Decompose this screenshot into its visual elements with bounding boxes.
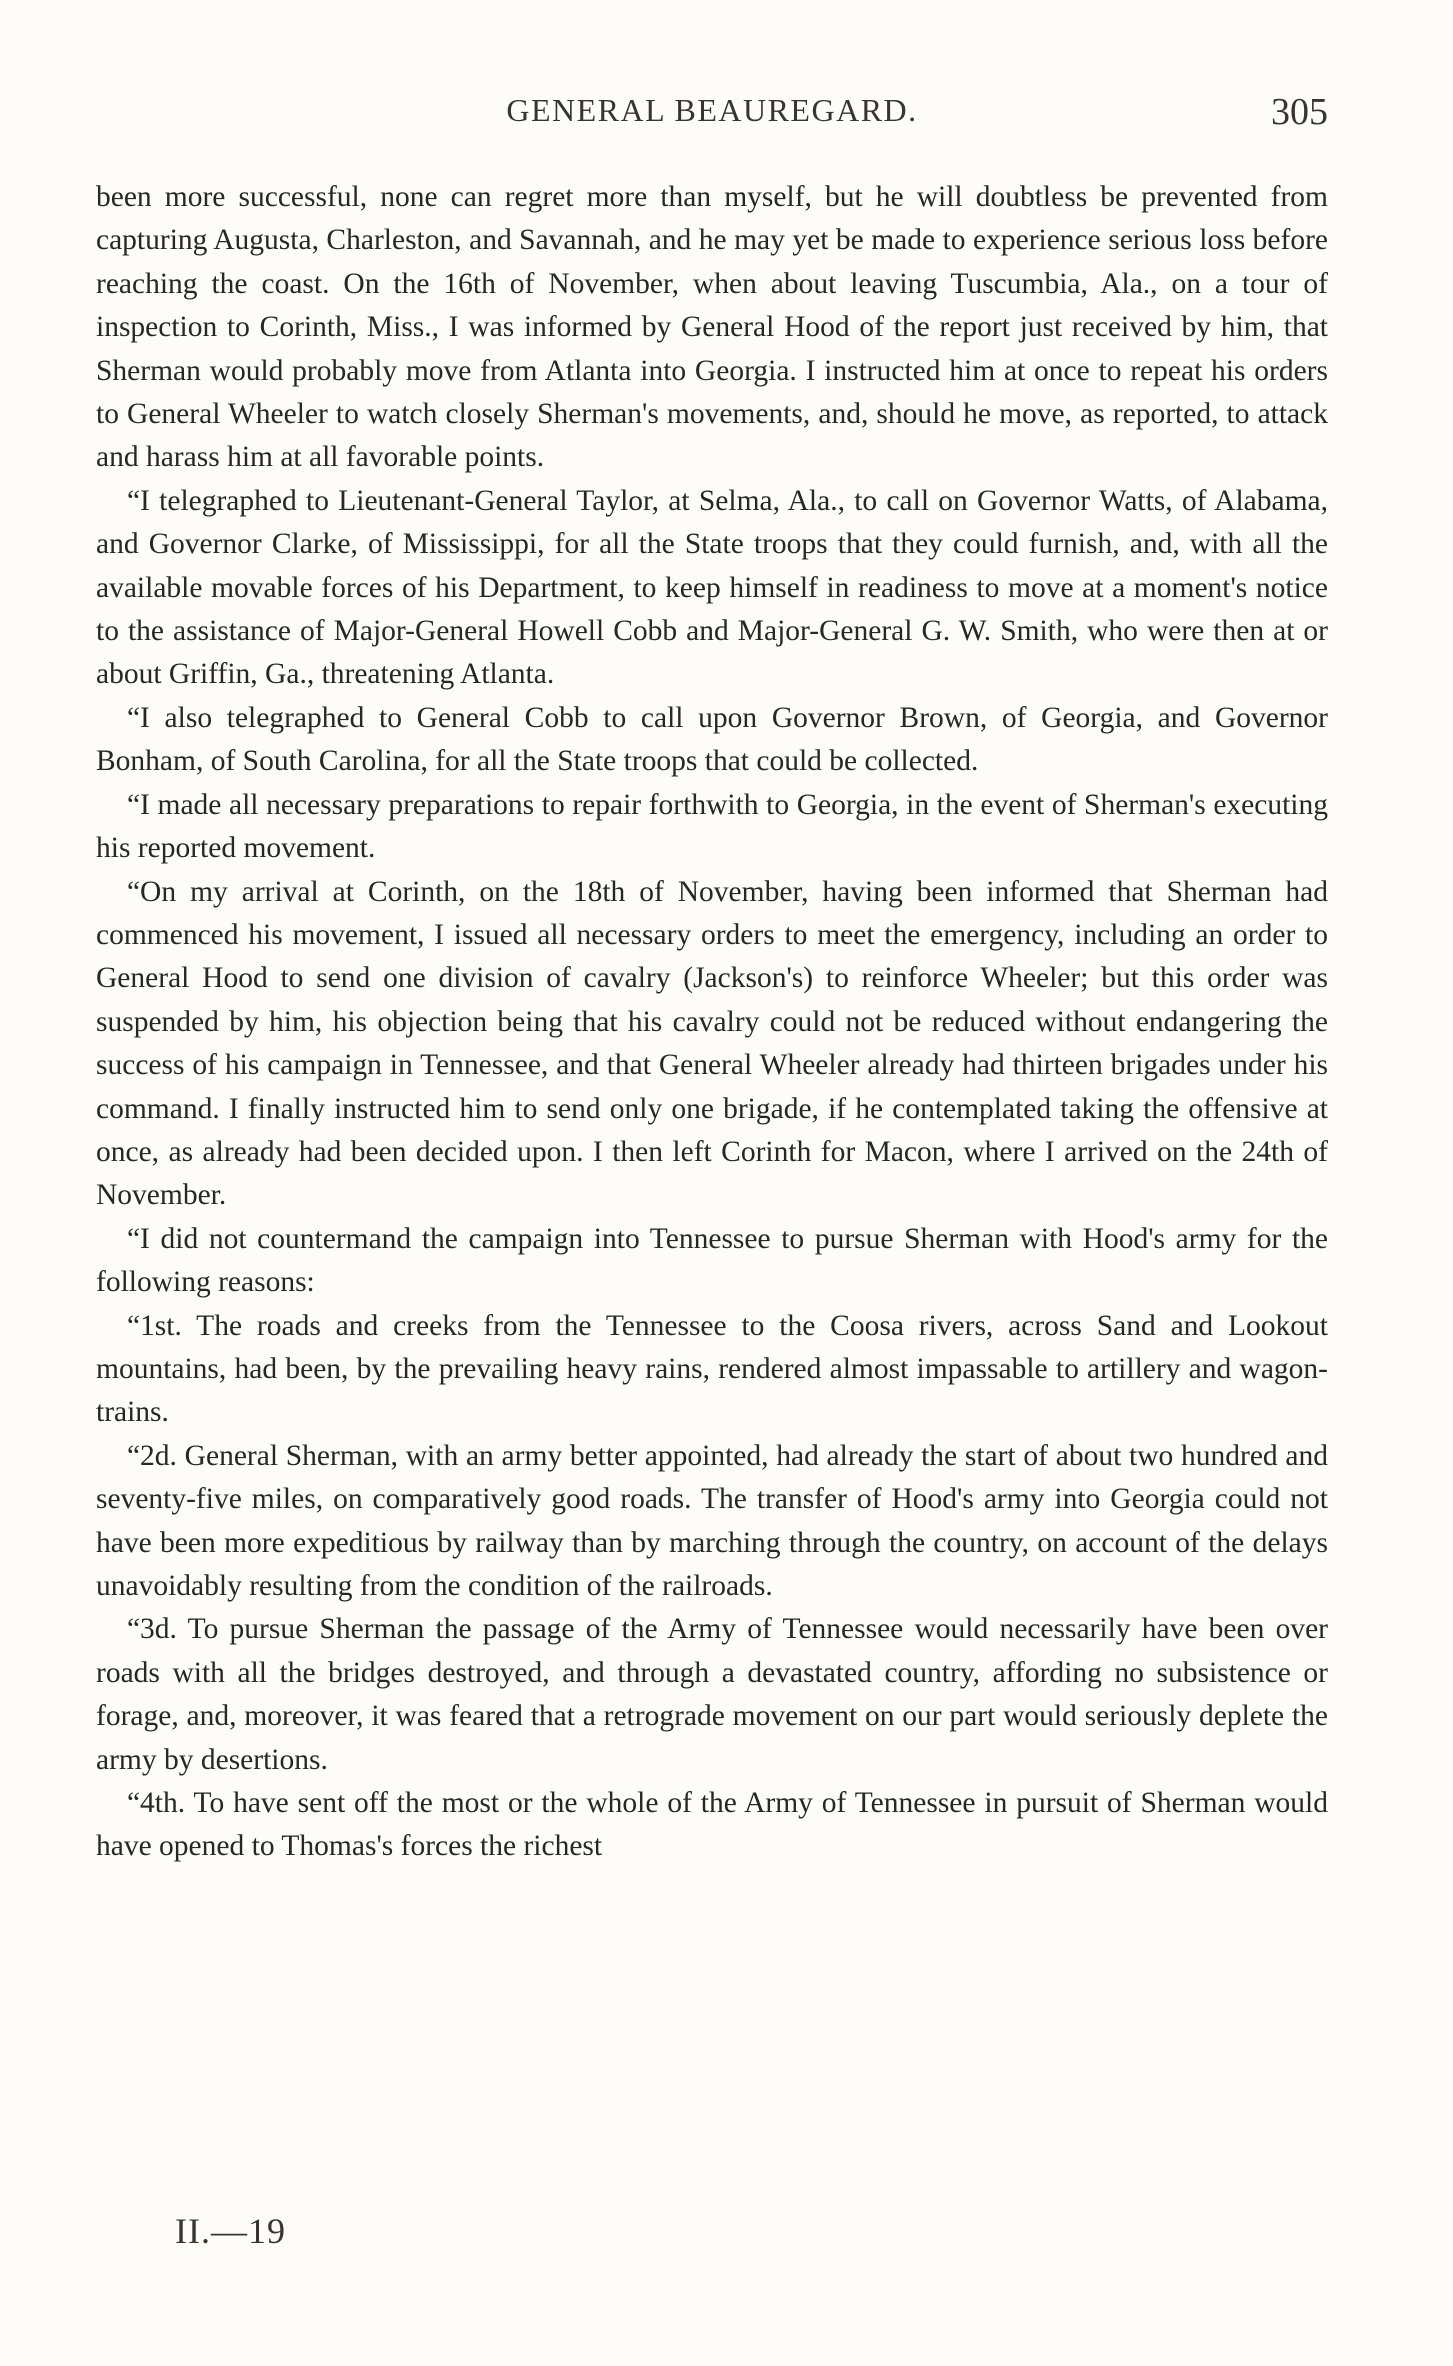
paragraph: “I also telegraphed to General Cobb to call upon Governor Brown, of Georgia, and Governor Bonham, of South Carolina, for all the State troops that could be collected. — [96, 701, 1328, 778]
body-text — [96, 176, 1328, 1869]
signature-mark: II.—19 — [175, 2211, 286, 2251]
paragraph: “I did not countermand the campaign into Tennessee to pursue Sherman with Hood's army for the following reasons: — [96, 1222, 1328, 1299]
paragraph: “1st. The roads and creeks from the Tennessee to the Coosa rivers, across Sand and Lookout mountains, had been, by the prevailing heavy rains, rendered almost impassable to artillery and wagon-trains. — [96, 1309, 1328, 1429]
page-number: 305 — [1271, 91, 1328, 133]
paragraph: “On my arrival at Corinth, on the 18th of November, having been informed that Sherman had commenced his movement, I issued all necessary orders to meet the emergency, including an order to General Hood to send one division of cavalry (Jackson's) to reinforce Wheeler; but this order was suspended by him, his objection being that his cavalry could not be reduced without endangering the success of his campaign in Tennessee, and that General Wheeler already had thirteen brigades under his command. I finally instructed him to send only one brigade, if he contemplated taking the offensive at once, as already had been decided upon. I then left Corinth for Macon, where I arrived on the 24th of November. — [96, 875, 1328, 1212]
paragraph: “I telegraphed to Lieutenant-General Taylor, at Selma, Ala., to call on Governor Watts, of Alabama, and Governor Clarke, of Mississippi, for all the State troops that they could furnish, and, with all the available movable forces of his Department, to keep himself in readiness to move at a moment's notice to the assistance of Major-General Howell Cobb and Major-General G. W. Smith, who were then at or about Griffin, Ga., threatening Atlanta. — [96, 484, 1328, 691]
running-title: GENERAL BEAUREGARD. — [506, 92, 918, 128]
paragraph: “I made all necessary preparations to repair forthwith to Georgia, in the event of Sherman's executing his reported movement. — [96, 788, 1328, 865]
paragraph: “3d. To pursue Sherman the passage of the Army of Tennessee would necessarily have been over roads with all the bridges destroyed, and through a devastated country, affording no subsistence or forage, and, moreover, it was feared that a retrograde movement on our part would seriously deplete the army by desertions. — [96, 1613, 1328, 1776]
paragraph: “2d. General Sherman, with an army better appointed, had already the start of about two hundred and seventy-five miles, on comparatively good roads. The transfer of Hood's army into Georgia could not have been more expeditious by railway than by marching through the country, on account of the delays unavoidably resulting from the condition of the railroads. — [96, 1439, 1328, 1602]
paragraph: been more successful, none can regret more than myself, but he will doubtless be prevented from capturing Augusta, Charleston, and Savannah, and he may yet be made to experience serious loss before reaching the coast. On the 16th of November, when about leaving Tuscumbia, Ala., on a tour of inspection to Corinth, Miss., I was informed by General Hood of the report just received by him, that Sherman would probably move from Atlanta into Georgia. I instructed him at once to repeat his orders to General Wheeler to watch closely Sherman's movements, and, should he move, as reported, to attack and harass him at all favorable points. — [96, 181, 1328, 474]
paragraph: “4th. To have sent off the most or the whole of the Army of Tennessee in pursuit of Sherman would have opened to Thomas's forces the richest — [96, 1787, 1328, 1863]
running-head — [96, 92, 1328, 142]
